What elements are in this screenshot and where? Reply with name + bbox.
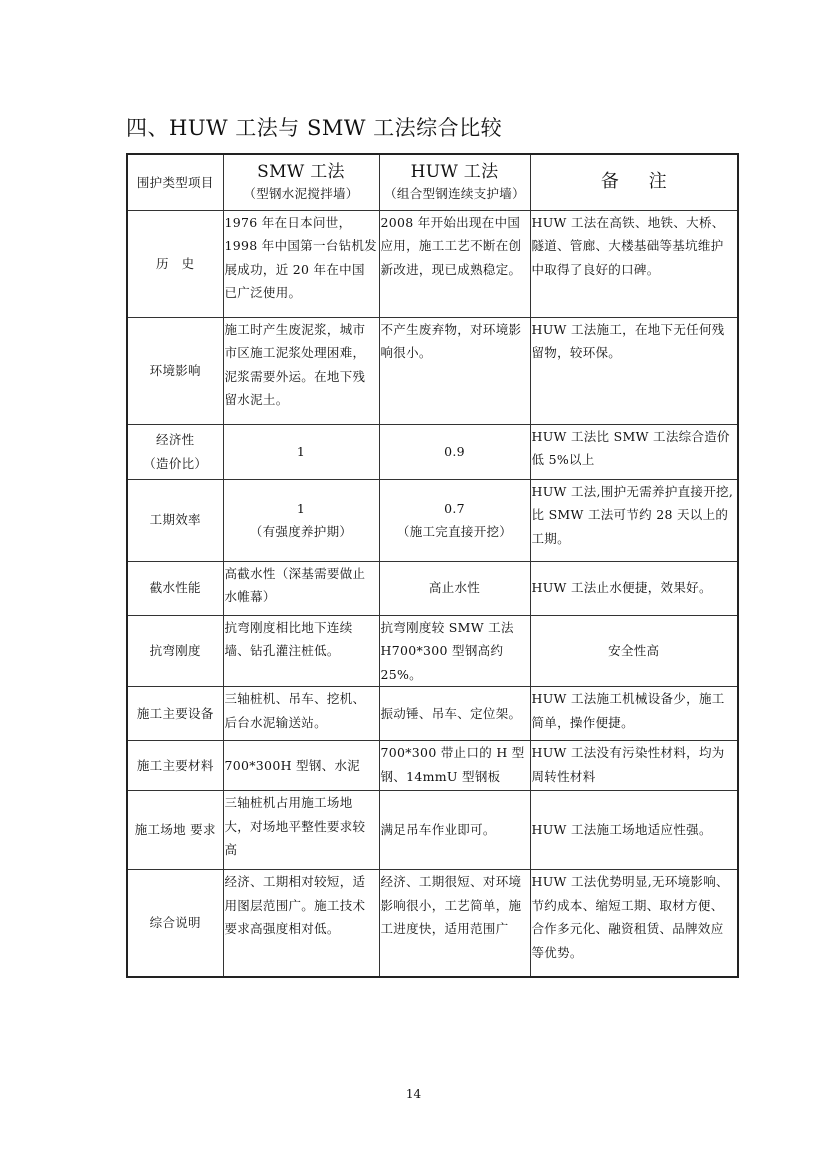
table-row [127, 210, 738, 317]
row-huw: 振动锤、吊车、定位架。 [379, 687, 530, 741]
header-smw-title: SMW 工法 [257, 162, 345, 183]
row-huw: 高止水性 [379, 561, 530, 615]
row-note: HUW 工法没有污染性材料，均为周转性材料 [530, 741, 738, 791]
page-title: 四、HUW 工法与 SMW 工法综合比较 [126, 116, 503, 140]
row-smw: 施工时产生废泥浆，城市市区施工泥浆处理困难，泥浆需要外运。在地下残留水泥土。 [223, 317, 379, 424]
row-item: 历 史 [127, 210, 223, 317]
header-smw-subtitle: （型钢水泥搅拌墙） [243, 186, 359, 202]
row-item: 施工主要设备 [127, 687, 223, 741]
row-huw [379, 479, 530, 561]
row-huw: 2008 年开始出现在中国应用，施工工艺不断在创新改进，现已成熟稳定。 [379, 210, 530, 317]
row-item: 截水性能 [127, 561, 223, 615]
table-row [127, 479, 738, 561]
row-item-line2: （造价比） [143, 455, 208, 471]
row-note: HUW 工法,围护无需养护直接开挖,比 SMW 工法可节约 28 天以上的工期。 [530, 479, 738, 561]
row-huw: 满足吊车作业即可。 [379, 791, 530, 870]
row-item: 施工主要材料 [127, 741, 223, 791]
row-huw: 抗弯刚度较 SMW 工法 H700*300 型钢高约 25%。 [379, 615, 530, 687]
row-note: HUW 工法施工场地适应性强。 [530, 791, 738, 870]
page-number: 14 [405, 1087, 422, 1101]
header-note-label: 备 注 [600, 171, 679, 192]
row-note: HUW 工法施工，在地下无任何残留物，较环保。 [530, 317, 738, 424]
table-row [127, 615, 738, 687]
row-smw: 经济、工期相对较短，适用图层范围广。施工技术要求高强度相对低。 [223, 870, 379, 977]
row-smw-line2: （有强度养护期） [249, 524, 353, 539]
header-item: 围护类型项目 [127, 154, 223, 210]
row-note: HUW 工法止水便捷，效果好。 [530, 561, 738, 615]
row-item: 工期效率 [127, 479, 223, 561]
row-huw: 经济、工期很短、对环境影响很小，工艺简单，施工进度快，适用范围广 [379, 870, 530, 977]
row-smw: 1 [223, 424, 379, 479]
row-huw-line1: 0.7 [444, 500, 465, 516]
row-huw: 700*300 带止口的 H 型钢、14mmU 型钢板 [379, 741, 530, 791]
table-row [127, 561, 738, 615]
row-huw: 0.9 [379, 424, 530, 479]
row-smw: 1976 年在日本问世，1998 年中国第一台钻机发展成功，近 20 年在中国已广泛使用。 [223, 210, 379, 317]
row-huw-line2: （施工完直接开挖） [396, 524, 513, 539]
header-huw [379, 154, 530, 210]
table-row [127, 870, 738, 977]
row-item: 抗弯刚度 [127, 615, 223, 687]
row-smw [223, 479, 379, 561]
header-huw-subtitle: （组合型钢连续支护墙） [384, 186, 525, 202]
row-item-line1: 经济性 [156, 432, 195, 447]
row-note: HUW 工法施工机械设备少，施工简单，操作便捷。 [530, 687, 738, 741]
row-smw: 抗弯刚度相比地下连续墙、钻孔灌注桩低。 [223, 615, 379, 687]
row-smw: 高截水性（深基需要做止水帷幕） [223, 561, 379, 615]
header-note [530, 154, 738, 210]
row-note: HUW 工法优势明显,无环境影响、节约成本、缩短工期、取材方便、合作多元化、融资租赁、品牌效应等优势。 [530, 870, 738, 977]
row-note: 安全性高 [530, 615, 738, 687]
row-item: 环境影响 [127, 317, 223, 424]
table-row [127, 424, 738, 479]
row-note: HUW 工法比 SMW 工法综合造价低 5%以上 [530, 424, 738, 479]
table-row [127, 791, 738, 870]
row-item: 综合说明 [127, 870, 223, 977]
row-huw: 不产生废弃物，对环境影响很小。 [379, 317, 530, 424]
header-huw-title: HUW 工法 [410, 162, 499, 183]
row-smw: 700*300H 型钢、水泥 [223, 741, 379, 791]
row-smw: 三轴桩机、吊车、挖机、后台水泥输送站。 [223, 687, 379, 741]
row-item [127, 424, 223, 479]
header-smw [223, 154, 379, 210]
table-header-row [127, 154, 738, 210]
table-row [127, 741, 738, 791]
row-smw-line1: 1 [296, 500, 306, 516]
row-smw: 三轴桩机占用施工场地大，对场地平整性要求较高 [223, 791, 379, 870]
comparison-table [126, 153, 739, 978]
table-row [127, 687, 738, 741]
row-note: HUW 工法在高铁、地铁、大桥、隧道、管廊、大楼基础等基坑维护中取得了良好的口碑。 [530, 210, 738, 317]
row-item: 施工场地 要求 [127, 791, 223, 870]
table-row [127, 317, 738, 424]
